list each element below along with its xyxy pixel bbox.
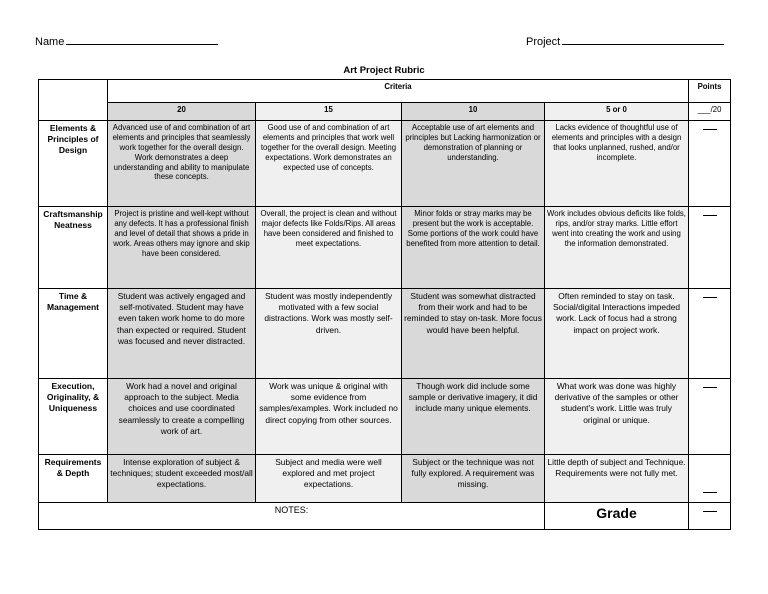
- table-row: [39, 289, 731, 379]
- points-entry[interactable]: [689, 207, 731, 289]
- notes-row: [39, 503, 731, 530]
- points-entry[interactable]: [689, 379, 731, 455]
- grade-blank-line: [703, 507, 717, 512]
- rubric-title: Art Project Rubric: [343, 65, 425, 76]
- rubric-cell: Little depth of subject and Technique. Requirements were not fully met.: [545, 455, 689, 503]
- name-label: Name: [35, 36, 65, 48]
- rubric-cell: Student was somewhat distracted from their work and had to be reminded to stay on-task. More focus would have been helpful.: [402, 289, 545, 379]
- notes-area[interactable]: NOTES:: [39, 503, 545, 530]
- score-heading-15: 15: [256, 103, 402, 121]
- max-points-cell[interactable]: ___/20: [689, 103, 731, 121]
- rubric-cell: Student was mostly independently motivated with a few social distractions. Work was mostly self-driven.: [256, 289, 402, 379]
- project-label: Project: [526, 36, 561, 48]
- points-heading: Points: [689, 80, 731, 103]
- points-blank-line: [703, 293, 717, 298]
- rubric-cell: Subject or the technique was not fully explored. A requirement was missing.: [402, 455, 545, 503]
- points-blank-line: [703, 383, 717, 388]
- rubric-cell: Work includes obvious deficits like folds, rips, and/or stray marks. Little effort went into creating the work and using the information demonstrated.: [545, 207, 689, 289]
- row-label-requirements: Requirements & Depth: [39, 455, 108, 503]
- rubric-cell: Student was actively engaged and self-motivated. Student may have even taken work home to do more than expected or required. Student was focused and never distracted.: [108, 289, 256, 379]
- score-heading-5-or-0: 5 or 0: [545, 103, 689, 121]
- table-row: [39, 121, 731, 207]
- rubric-cell: Work was unique & original with some evidence from samples/examples. Work included no direct copying from other sources.: [256, 379, 402, 455]
- rubric-cell: Work had a novel and original approach to the subject. Media choices and use coordinated seamlessly to create a compelling work of art.: [108, 379, 256, 455]
- row-label-execution: Execution, Originality, & Uniqueness: [39, 379, 108, 455]
- points-entry[interactable]: [689, 289, 731, 379]
- project-blank-line[interactable]: [562, 34, 724, 45]
- row-label-time: Time & Management: [39, 289, 108, 379]
- table-row: [39, 455, 731, 503]
- score-heading-20: 20: [108, 103, 256, 121]
- rubric-cell: Intense exploration of subject & techniques; student exceeded most/all expectations.: [108, 455, 256, 503]
- points-blank-line: [703, 488, 717, 493]
- score-heading-10: 10: [402, 103, 545, 121]
- points-blank-line: [703, 211, 717, 216]
- rubric-cell: Subject and media were well explored and met project expectations.: [256, 455, 402, 503]
- name-blank-line[interactable]: [66, 34, 218, 45]
- rubric-cell: Acceptable use of art elements and principles but Lacking harmonization or demonstration of planning or understanding.: [402, 121, 545, 207]
- row-label-elements: Elements & Principles of Design: [39, 121, 108, 207]
- rubric-cell: Good use of and combination of art elements and principles that work well together for the overall design. Meeting expectations. Work demonstrates an expected use of concepts.: [256, 121, 402, 207]
- rubric-cell: Lacks evidence of thoughtful use of elements and principles with a design that looks unplanned, rushed, and/or incomplete.: [545, 121, 689, 207]
- row-label-craftsmanship: Craftsmanship Neatness: [39, 207, 108, 289]
- rubric-cell: Advanced use of and combination of art elements and principles that seamlessly work together for the overall design. Work demonstrates a deep understanding and ability to manipulate these concepts.: [108, 121, 256, 207]
- name-field[interactable]: [35, 34, 218, 48]
- table-row: [39, 379, 731, 455]
- criteria-header-row: [39, 80, 731, 103]
- rubric-cell: Often reminded to stay on task. Social/digital Interactions impeded work. Lack of focus had a strong impact on project work.: [545, 289, 689, 379]
- score-header-row: [39, 103, 731, 121]
- points-blank-line: [703, 125, 717, 130]
- grade-label: Grade: [545, 503, 689, 530]
- project-field[interactable]: [526, 34, 724, 48]
- grade-entry[interactable]: [689, 503, 731, 530]
- table-row: [39, 207, 731, 289]
- rubric-cell: What work was done was highly derivative of the samples or other student's work. Little was truly original or unique.: [545, 379, 689, 455]
- rubric-cell: Project is pristine and well-kept without any defects. It has a professional finish and level of detail that shows a pride in work. Areas others may ignore and skip have been considered.: [108, 207, 256, 289]
- rubric-cell: Overall, the project is clean and without major defects like Folds/Rips. All areas have been considered and finished to meet expectations.: [256, 207, 402, 289]
- criteria-heading: Criteria: [108, 80, 689, 103]
- corner-cell: [39, 80, 108, 121]
- rubric-cell: Though work did include some sample or derivative imagery, it did include many unique elements.: [402, 379, 545, 455]
- points-entry[interactable]: [689, 121, 731, 207]
- rubric-cell: Minor folds or stray marks may be present but the work is acceptable. Some portions of the work could have benefited from more attention to detail.: [402, 207, 545, 289]
- rubric-table: [38, 79, 731, 530]
- points-entry[interactable]: [689, 455, 731, 503]
